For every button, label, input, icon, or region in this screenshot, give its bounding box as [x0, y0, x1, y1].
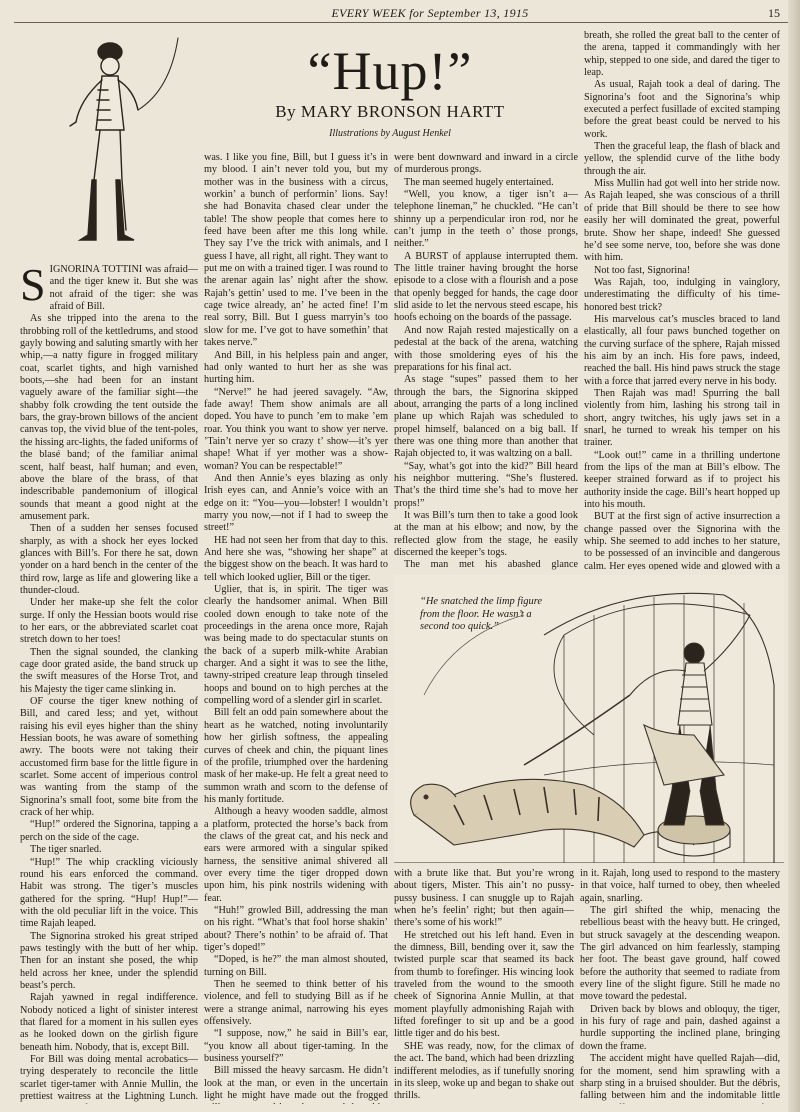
paragraph: Then the graceful leap, the flash of black and yellow, the splendid curve of the lithe body through the air.	[584, 141, 780, 177]
paragraph: BUT at the first sign of active insurrection a change passed over the Signorina with the whip. She seemed to add inches to her stature, to be possessed of an invincible and dangerous calm. Her eyes opened wide and glowed with a	[584, 511, 780, 570]
paragraph: Bill missed the heavy sarcasm. He didn’t look at the man, or even in the uncertain light he might have made out the frogged	[204, 1065, 388, 1102]
paragraph: Then he seemed to think better of his violence, and fell to studying Bill as if he were a strange animal, narrowing his eyes offensively.	[204, 979, 388, 1028]
article-title: “Hup!”	[307, 41, 473, 101]
paragraph: Then Rajah was mad! Spurring the ball violently from him, lashing his strong tail in short, angry twitches, his ugly jaws set in a snarl, he turned to wreak his temper on his trainer.	[584, 387, 780, 449]
paragraph: He stretched out his left hand. Even in the dimness, Bill, bending over it, saw the twisted purple scar that seamed its back from thumb to forefinger. His wincing look traveled from the wound to the smooth cheek of Signorina Annie Mullin, at that moment playfully admonishing Rajah with lifted forefinger to sit up and be a good little tiger and do his best.	[394, 929, 574, 1040]
paragraph: “Well, you know, a tiger isn’t a—telephone lineman,” he chuckled. “He can’t shinny up a perpendicular iron rod, nor he can’t jump in the teeth o’ those prongs, neither.”	[394, 189, 578, 250]
paragraph: Then of a sudden her senses focused sharply, as with a shock her eyes locked glances with Bill’s. For there he sat, down yonder on a hard bench in the center of the third row, large as life and glowering like a thunder-cloud.	[20, 523, 198, 596]
column-5	[394, 868, 574, 1104]
paragraph: “Nerve!” he had jeered savagely. “Aw, fade away! Them show animals are all doped. You have to punch ’em to make ’em roar. You think you want to show yer nerve. ’Tain’t nerve yer so crazy t’ show—it’s yer shape! What if yer mother was a show-woman? You can be respectable!”	[204, 386, 388, 472]
paragraph: were bent downward and inward in a circle of murderous prongs.	[394, 152, 578, 176]
page-edge	[788, 0, 800, 1112]
paragraph: Uglier, that is, in spirit. The tiger was clearly the handsomer animal. When Bill cooled down enough to take note of the proceedings in the arena once more, Rajah was being made to do spectacular stunts on the back of a superb milk-white Arabian charger. And a sight it was to see the lithe, tawny-striped creature leap through tinseled hoops and bound on to high perches at the compelling word of a slender girl in scarlet.	[204, 584, 388, 707]
paragraph: The girl shifted the whip, menacing the rebellious beast with the heavy butt. He cringed, but struck savagely at the descending weapon. The girl advanced on him fearlessly, stamping her foot. The beast gave ground, half cowed before the authority that seemed to radiate from every line of the slight figure. Still he made no move toward the pedestal.	[580, 905, 780, 1003]
paragraph: Driven back by blows and obloquy, the tiger, in his fury of rage and pain, dashed against a hurdle supporting the inclined plane, bringing down the frame.	[580, 1003, 780, 1052]
column-6	[580, 868, 780, 1104]
paragraph: And Bill, in his helpless pain and anger, had only wanted to hurt her as she was hurting him.	[204, 349, 388, 386]
paragraph: And now Rajah rested majestically on a pedestal at the back of the arena, watching with those smoldering eyes of his the preparations for his final act.	[394, 324, 578, 373]
paragraph: Then the signal sounded, the clanking cage door grated aside, the band struck up the swift measures of the Horse Trot, and his Majesty the tiger came slinking in.	[20, 646, 198, 695]
figure-caption: “He snatched the limp figure from the floor. He wasn’t a second too quick.”	[420, 596, 543, 632]
paragraph: SHE was ready, now, for the climax of the act. The band, which had been drizzling indifferent melodies, as if tunefully snoring in its sleep, woke up and began to shake out thrills.	[394, 1040, 574, 1102]
paragraph: “I suppose, now,” he said in Bill’s ear, “you know all about tiger-taming. In the business yourself?”	[204, 1028, 388, 1065]
paragraph: in it. Rajah, long used to respond to the mastery in that voice, half turned to obey, then wheeled again, snarling.	[580, 868, 780, 904]
running-header: EVERY WEEK for September 13, 1915	[331, 6, 529, 20]
paragraph: Miss Mullin had got well into her stride now. As Rajah leaped, she was conscious of a thrill of pride that Bill should be there to see how easily her will dominated the great, powerful brute. Show her shape, indeed! She guessed he’d see some nerve, too, before she was done with him.	[584, 178, 780, 264]
paragraph: As she tripped into the arena to the throbbing roll of the kettledrums, and stood gayly bowing and saluting smartly with her whip,—a natty figure in frogged military coat, scarlet tights, and high varnished boots,—she had been for an instant vaguely aware of the familiar sight—the shabby folk crowding the tent outside the bars, the gray-brown billows of the ancient canvas top, the vivid blue of the tent-poles, the hissing arc-lights, the faded uniforms of the blasé band; of the familiar animal scent, half beast, half human; and even, above the blare of the brass, of that indescribable pandemonium of illogical sounds that meant a good night at the amusement park.	[20, 313, 198, 522]
paragraph: Not too fast, Signorina!	[594, 264, 691, 276]
paragraph: “Say, what’s got into the kid?” Bill heard his neighbor muttering. “She’s flustered. That’s the third time she’s had to move her props!”	[394, 460, 578, 509]
paragraph: Although a heavy wooden saddle, almost a platform, protected the horse’s back from the claws of the great cat, and his neck and ears were armored with a singular spiked harness, the sensitive animal shivered all over every time the tiger dropped down upon him, his pink nostrils widening with fear.	[204, 806, 388, 904]
paragraph: was. I like you fine, Bill, but I guess it’s in my blood. I ain’t never told you, but my mother was in the business with a circus, workin’ a bunch of performin’ lions. Say! she had Bonavita chased clear under the table! The show people that comes here to feed have been after me this long while. They say I’ve the trick with animals, and I guess I have, all right, all right. They want to put me on with a trained tiger. I was round to the arenar again las’ night after the show. Rajah’s gettin’ used to me. I’ve been in the cage twice already, an’ he acted fine! I’m real sorry, Bill. But I guess marryin’s too slow for me. I’ve got to have somethin’ that takes nerve.”	[204, 152, 388, 349]
paragraph: His marvelous cat’s muscles braced to land elastically, all four paws bunched together on the curving surface of the sphere, Rajah missed his aim by an inch. His fore paws, indeed, reached the ball. His hind paws struck the stage with a force that jarred every nerve in his body.	[584, 313, 780, 387]
paragraph: A BURST of applause interrupted them. The little trainer having brought the horse episode to a close with a flourish and a pose that openly begged for hands, the cage door slid aside to let the nervous steed escape, his hoofs echoing on the boards of the passage.	[394, 250, 578, 324]
paragraph: Was Rajah, too, indulging in vainglory, underestimating the difficulty of his time-honored best trick?	[584, 276, 780, 313]
paragraph: For Bill was doing mental acrobatics—trying desperately to reconcile the little scarlet tiger-tamer with Annie Mullin, the prettiest waitress at the Lightning Lunch.	[20, 1054, 198, 1103]
header-rule	[14, 22, 790, 23]
paragraph: “Look out!” came in a thrilling undertone from the lips of the man at Bill’s elbow. The keeper strained forward as if to project his authority inside the cage. Bill’s heart hopped up into his mouth.	[584, 449, 780, 511]
column-3	[394, 152, 578, 570]
paragraph: The Signorina stroked his great striped paws testingly with the butt of her whip. Then for an instant she posed, the whip held across her knee, under the splendid beast’s perch.	[20, 930, 198, 991]
paragraph	[394, 1103, 574, 1104]
paragraph: It was Bill’s turn then to take a good look at the man at his elbow; and now, by the reflected glow from the stage, he easily discerned the keeper’s togs.	[394, 509, 578, 558]
paragraph: “Huh!” growled Bill, addressing the man on his right. “What’s that fool horse shakin’ about? There’s nothin’ to be afraid of. That tiger’s doped!”	[204, 904, 388, 953]
paragraph: “Hup!” ordered the Signorina, tapping a perch on the side of the cage.	[20, 819, 198, 843]
paragraph: Rajah yawned in regal indifference. Nobody noticed a light of sinister interest that flared for a moment in his sullen eyes as he looked down on the girlish figure beneath him. Nobody, that is, except Bill.	[20, 992, 198, 1053]
column-1	[20, 264, 198, 1104]
paragraph: with a brute like that. But you’re wrong about tigers, Mister. This ain’t no pussy-pussy business. I can snuggle up to Rajah when he’s feelin’ right; but then again—there’s some of his work!”	[394, 868, 574, 929]
paragraph: Under her make-up she felt the color surge. If only the Hessian boots would rise to her ears, or the abbreviated scarlet coat stretch down to her toes!	[20, 597, 198, 646]
column-4	[584, 30, 780, 570]
paragraph: As stage “supes” passed them to her through the bars, the Signorina skipped about, arranging the parts of a long inclined plane up which Rajah was scheduled to propel himself, balanced on a big ball. If there was one thing more than another that Rajah objected to, it was waltzing on a ball.	[394, 374, 578, 460]
paragraph: breath, she rolled the great ball to the center of the arena, tapped it commandingly with her whip, stepped to one side, and dared the tiger to leap.	[584, 30, 780, 79]
paragraph: And then Annie’s eyes blazing as only Irish eyes can, and Annie’s voice with an edge on it: “You—you—lobster! I wouldn’t marry you now,—not if I had to sweep the street!”	[204, 472, 388, 534]
paragraph: “Doped, is he?” the man almost shouted, turning on Bill.	[204, 954, 388, 978]
byline: By MARY BRONSON HARTT	[275, 102, 505, 121]
paragraph: IGNORINA TOTTINI was afraid—and the tiger knew it. But she was not afraid of the tiger: she was afraid of Bill.	[49, 264, 198, 313]
paragraph: The man met his abashed glance	[404, 559, 578, 570]
illustration-credit: Illustrations by August Henkel	[329, 128, 451, 139]
paragraph: HE had not seen her from that day to this. And here she was, “showing her shape” at the biggest show on the beach. It was hard to tell which looked uglier, Bill or the tiger.	[204, 534, 388, 583]
column-2	[204, 152, 388, 1104]
paragraph: The man seemed hugely entertained.	[404, 176, 554, 188]
paragraph: OF course the tiger knew nothing of Bill, and cared less; and yet, without raising his evil eyes higher than the shiny Hessian boots, he was aware of something awry. The boots were not taking their accustomed firm base for the little figure in scarlet. Some accent of imperious control was wanting from the stamp of the Signorina’s small foot, some bite from the crack of her whip.	[20, 696, 198, 819]
paragraph: As usual, Rajah took a deal of daring. The Signorina’s foot and the Signorina’s whip executed a perfect fusillade of excited stamping before the great beast could be nerved to his work.	[584, 79, 780, 140]
paragraph: “Hup!” The whip crackling viciously round his ears enforced the command. Habit was strong. The tiger’s muscles gathered for the spring. “Hup! Hup!”—with the old peculiar lift in the voice. This time Rajah leaped.	[20, 856, 198, 930]
paragraph: The accident might have quelled Rajah—did, for the moment, send him sprawling with a sharp sting in a bruised shoulder. But the débris, falling between him and the indomitable little	[580, 1053, 780, 1102]
page-number: 15	[768, 6, 780, 20]
paragraph: The tiger snarled.	[30, 844, 102, 856]
paragraph: Bill felt an odd pain somewhere about the heart as he watched, noting involuntarily how her girlish softness, the appealing curves of cheek and chin, the piquant lines of the profile, triumphed over the hardening mask of her make-up. He felt a great need to summon wrath and scorn to the defense of his manly fortitude.	[204, 707, 388, 805]
tamer-illustration	[30, 30, 180, 262]
drop-cap: S	[20, 264, 46, 310]
